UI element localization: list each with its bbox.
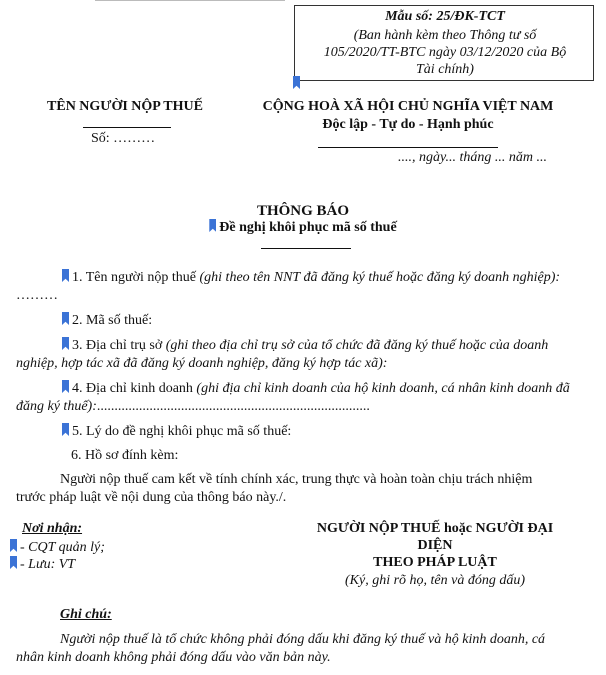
item-6: 6. Hồ sơ đính kèm:	[71, 448, 179, 463]
date-line: ...., ngày... tháng ... năm ...	[398, 150, 547, 165]
item-1-label: 1. Tên người nộp thuế	[72, 270, 200, 285]
signature-line3: THEO PHÁP LUẬT	[373, 555, 497, 570]
item-3-note-b: nghiệp, hợp tác xã đã đăng ký doanh nghiệp, đăng ký hợp tác xã):	[16, 356, 388, 371]
form-issued	[295, 27, 595, 78]
form-issued-line2: 105/2020/TT-BTC ngày 03/12/2020 của Bộ	[323, 45, 567, 60]
recipients-title: Nơi nhận:	[22, 521, 83, 536]
taxpayer-label: TÊN NGƯỜI NỘP THUẾ	[47, 99, 203, 114]
item-1	[16, 269, 606, 287]
motto-underline	[318, 147, 498, 148]
bookmark-icon	[10, 556, 17, 569]
doc-number: Số: ………	[91, 131, 156, 146]
item-4	[16, 380, 606, 398]
bookmark-icon	[209, 219, 216, 232]
item-5-label: 5. Lý do đề nghị khôi phục mã số thuế:	[72, 424, 292, 439]
bookmark-icon	[62, 380, 69, 393]
notes-title: Ghi chú:	[60, 607, 112, 622]
doc-title: THÔNG BÁO	[256, 203, 350, 219]
top-edge-line	[95, 0, 285, 1]
recipient-1-text: - CQT quản lý;	[20, 540, 105, 555]
item-5	[16, 423, 606, 441]
motto: Độc lập - Tự do - Hạnh phúc	[322, 117, 494, 132]
bookmark-icon	[62, 269, 69, 282]
notes-line2: nhân kinh doanh không phải đóng dấu vào văn bản này.	[16, 650, 331, 665]
item-4-label: 4. Địa chỉ kinh doanh	[72, 381, 197, 396]
form-issued-line1: (Ban hành kèm theo Thông tư số	[353, 28, 537, 43]
item-1-note: (ghi theo tên NNT đã đăng ký thuế hoặc đăng ký doanh nghiệp):	[199, 270, 561, 285]
doc-subtitle-text: Đề nghị khôi phục mã số thuế	[219, 220, 397, 235]
doc-subtitle	[0, 219, 606, 236]
signature-line2: DIỆN	[417, 538, 453, 553]
form-code: Mẫu số: 25/ĐK-TCT	[385, 9, 505, 24]
item-4-note-a: (ghi địa chỉ kinh doanh của hộ kinh doanh, cá nhân kinh doanh đã	[196, 381, 570, 396]
recipient-2	[10, 556, 75, 573]
item-4-note-b: đăng ký thuế):	[16, 399, 97, 414]
form-issued-line3: Tài chính)	[416, 62, 474, 77]
item-4-dots: ..............................................................................	[96, 399, 370, 414]
bookmark-icon	[293, 76, 300, 89]
commit-line2: trước pháp luật về nội dung của thông báo này./.	[16, 490, 287, 505]
item-1-dots: ………	[16, 288, 58, 303]
item-2	[16, 312, 606, 330]
recipient-2-text: - Lưu: VT	[20, 557, 76, 572]
bookmark-icon	[10, 539, 17, 552]
item-3-label: 3. Địa chỉ trụ sở	[72, 338, 166, 353]
recipient-1	[10, 539, 105, 556]
signature-note: (Ký, ghi rõ họ, tên và đóng dấu)	[344, 573, 526, 588]
signature-line1: NGƯỜI NỘP THUẾ hoặc NGƯỜI ĐẠI	[316, 521, 554, 536]
bookmark-icon	[62, 423, 69, 436]
item-3	[16, 337, 606, 355]
taxpayer-underline	[83, 127, 171, 128]
commit-line1: Người nộp thuế cam kết về tính chính xác, trung thực và hoàn toàn chịu trách nhiệm	[60, 472, 533, 487]
title-underline	[261, 248, 351, 249]
republic-name: CỘNG HOÀ XÃ HỘI CHỦ NGHĨA VIỆT NAM	[262, 99, 554, 114]
item-2-label: 2. Mã số thuế:	[72, 313, 153, 328]
bookmark-icon	[62, 337, 69, 350]
item-3-note-a: (ghi theo địa chỉ trụ sở của tổ chức đã đăng ký thuế hoặc của doanh	[165, 338, 549, 353]
notes-line1: Người nộp thuế là tổ chức không phải đóng dấu khi đăng ký thuế và hộ kinh doanh, cá	[60, 632, 546, 647]
form-code-box	[294, 5, 594, 81]
item-4-line2	[16, 398, 600, 416]
bookmark-icon	[62, 312, 69, 325]
